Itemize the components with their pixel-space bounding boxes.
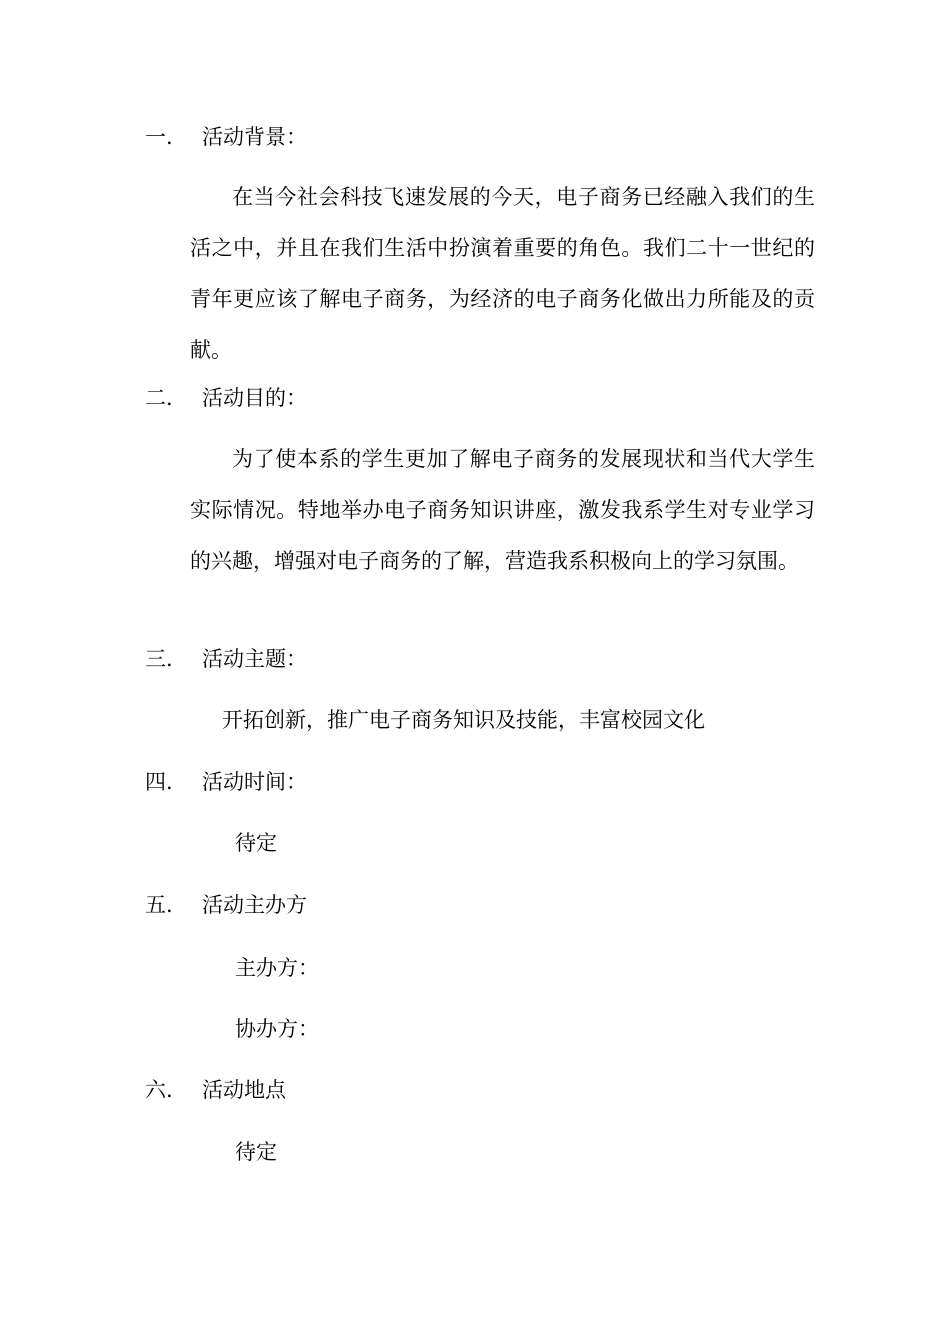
section-number: 三. (145, 647, 173, 671)
organizer-label: 主办方： (235, 956, 319, 980)
section-number: 五. (145, 893, 173, 917)
purpose-paragraph: 为了使本系的学生更加了解电子商务的发展现状和当代大学生实际情况。特地举办电子商务知识讲座，激发我系学生对专业学习的兴趣，增强对电子商务的了解，营造我系积极向上的学习氛围。 (190, 447, 815, 573)
section-heading-purpose (145, 383, 307, 413)
section-heading-location (145, 1075, 286, 1105)
section-title: 活动目的： (202, 386, 307, 410)
section-title: 活动主办方 (202, 893, 307, 917)
section-title: 活动背景： (202, 125, 307, 149)
theme-text: 开拓创新，推广电子商务知识及技能，丰富校园文化 (222, 708, 705, 732)
section-heading-time (145, 767, 307, 797)
section-number: 六. (145, 1078, 173, 1102)
section-number: 一. (145, 125, 173, 149)
section-number: 四. (145, 770, 173, 794)
section-title: 活动地点 (202, 1078, 286, 1102)
background-paragraph: 在当今社会科技飞速发展的今天，电子商务已经融入我们的生活之中，并且在我们生活中扮演着重要的角色。我们二十一世纪的青年更应该了解电子商务，为经济的电子商务化做出力所能及的贡献。 (190, 185, 815, 362)
time-text: 待定 (235, 831, 277, 855)
section-title: 活动主题： (202, 647, 307, 671)
co-organizer-label: 协办方： (235, 1017, 319, 1041)
section-number: 二. (145, 386, 173, 410)
section-heading-theme (145, 644, 307, 674)
section-heading-organizer (145, 890, 307, 920)
location-text: 待定 (235, 1140, 277, 1164)
section-heading-background (145, 122, 307, 152)
section-title: 活动时间： (202, 770, 307, 794)
